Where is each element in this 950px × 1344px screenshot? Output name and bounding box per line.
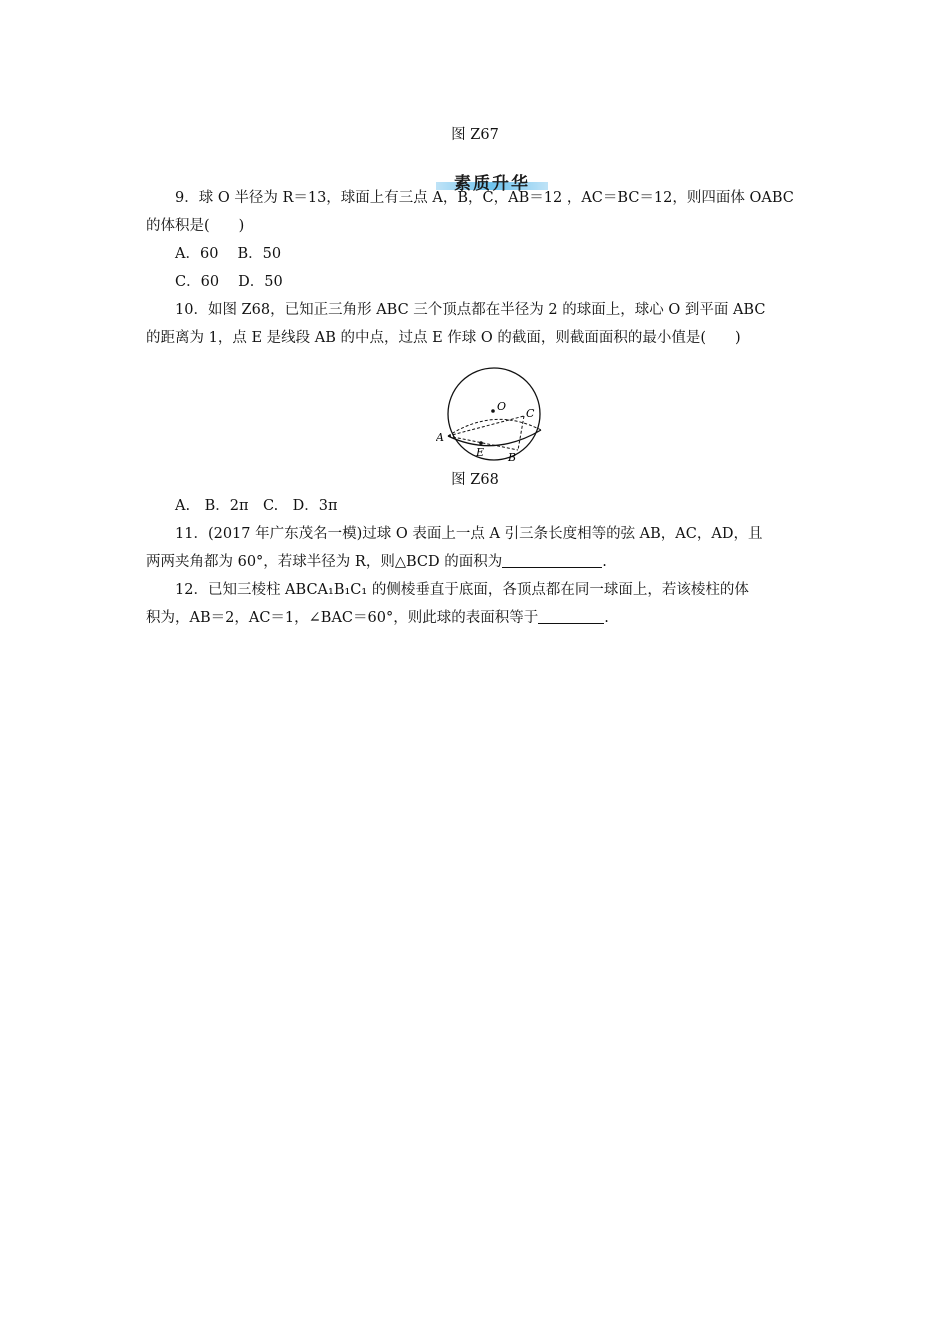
question-10-line-1: 10．如图 Z68，已知正三角形 ABC 三个顶点都在半径为 2 的球面上，球心 O 到平面 ABC [175, 302, 766, 318]
figure-z68-caption: 图 Z68 [451, 472, 499, 488]
question-11-line-2 [146, 552, 607, 572]
question-9-options-ab: A．60 B．50 [175, 246, 282, 262]
section-ellipse-front [448, 430, 541, 446]
question-10-options: A. B．2π C. D．3π [175, 498, 338, 514]
section-banner-title: 素质升华 [454, 173, 530, 194]
answer-blank-11[interactable] [502, 553, 602, 568]
figure-z67-caption: 图 Z67 [451, 127, 499, 143]
point-e [479, 441, 483, 445]
question-9-options-cd: C．60 D．50 [175, 274, 283, 290]
figure-z68-sphere-diagram [436, 366, 552, 466]
question-9-line-2: 的体积是( ) [146, 218, 245, 234]
point-o [491, 409, 495, 413]
question-12-period: . [604, 610, 609, 626]
question-9-line-1: 9．球 O 半径为 R＝13，球面上有三点 A，B，C，AB＝12 ，AC＝BC＝12，则四面体 OABC [175, 190, 794, 206]
question-11-text: 两两夹角都为 60°，若球半径为 R，则△BCD 的面积为 [146, 554, 503, 570]
question-12-line-1: 12．已知三棱柱 ABCA₁B₁C₁ 的侧棱垂直于底面，各顶点都在同一球面上，若该棱柱的体 [175, 582, 749, 598]
edge-ac [448, 416, 524, 436]
edge-cb [518, 416, 524, 450]
label-c: C [526, 407, 535, 420]
label-b: B [508, 451, 517, 464]
label-a: A [436, 431, 444, 444]
question-10-line-2: 的距离为 1，点 E 是线段 AB 的中点，过点 E 作球 O 的截面，则截面面积的最小值是( ) [146, 330, 741, 346]
answer-blank-12[interactable] [538, 609, 604, 624]
question-12-line-2 [146, 608, 609, 628]
label-o: O [497, 400, 507, 413]
question-11-period: . [602, 554, 607, 570]
question-12-text: 积为，AB＝2，AC＝1，∠BAC＝60°，则此球的表面积等于 [146, 610, 539, 626]
question-11-line-1: 11．(2017 年广东茂名一模)过球 O 表面上一点 A 引三条长度相等的弦 AB，AC，AD，且 [175, 526, 763, 542]
label-e: E [476, 446, 485, 459]
section-ellipse-back [448, 419, 541, 436]
